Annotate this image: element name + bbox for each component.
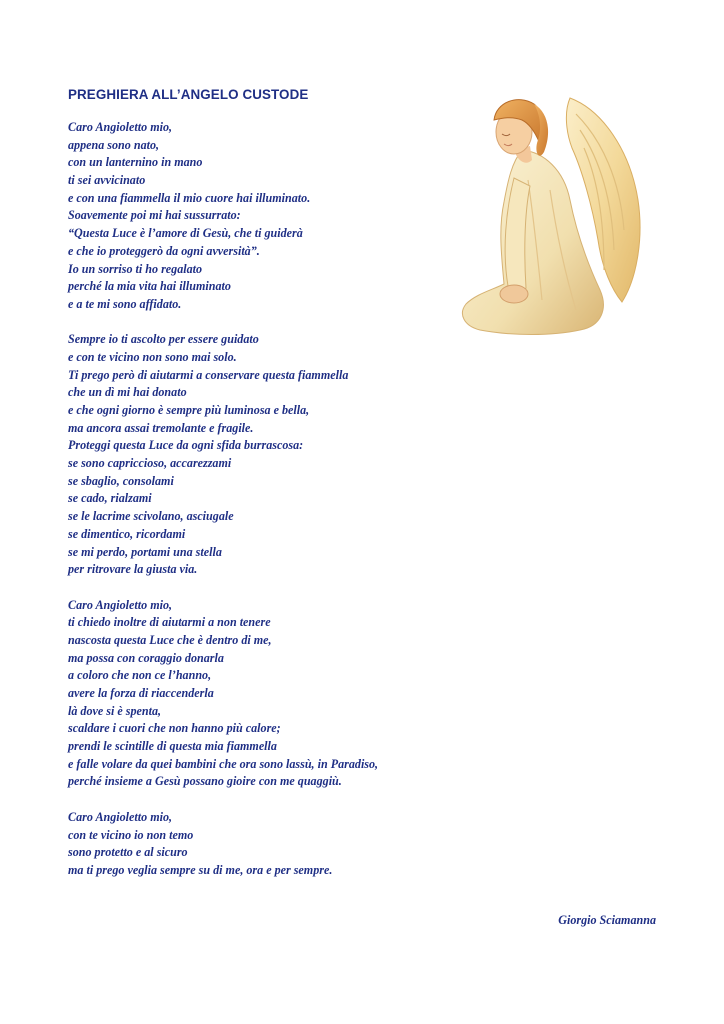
- poem-line: ma ancora assai tremolante e fragile.: [68, 420, 254, 435]
- poem-line: scaldare i cuori che non hanno più calore;: [68, 721, 281, 736]
- stanza-1: [68, 119, 468, 314]
- poem-line: perché insieme a Gesù possano gioire con me quaggiù.: [68, 774, 342, 789]
- poem-line: sono protetto e al sicuro: [68, 845, 188, 860]
- poem-line: con te vicino io non temo: [68, 827, 194, 842]
- kneeling-angel-illustration: [452, 90, 652, 342]
- poem-line: Sempre io ti ascolto per essere guidato: [68, 332, 259, 347]
- poem-line: ma possa con coraggio donarla: [68, 650, 224, 665]
- poem-line: se mi perdo, portami una stella: [68, 544, 222, 559]
- stanza-4: [68, 809, 468, 880]
- poem-body: [68, 119, 468, 897]
- poem-line: là dove si è spenta,: [68, 703, 162, 718]
- author-signature: Giorgio Sciamanna: [558, 913, 656, 927]
- poem-line: Caro Angioletto mio,: [68, 120, 173, 134]
- poem-line: e che io proteggerò da ogni avversità”.: [68, 243, 260, 258]
- poem-line: e con una fiammella il mio cuore hai illuminato.: [68, 190, 311, 205]
- poem-line: con un lanternino in mano: [68, 155, 203, 170]
- poem-line: ti sei avvicinato: [68, 173, 146, 188]
- poem-line: che un dì mi hai donato: [68, 385, 187, 400]
- poem-line: e a te mi sono affidato.: [68, 296, 182, 311]
- poem-line: perché la mia vita hai illuminato: [68, 279, 231, 294]
- poem-line: Ti prego però di aiutarmi a conservare questa fiammella: [68, 367, 349, 382]
- poem-line: Caro Angioletto mio,: [68, 597, 173, 612]
- poem-line: avere la forza di riaccenderla: [68, 686, 214, 700]
- poem-line: ti chiedo inoltre di aiutarmi a non tenere: [68, 615, 271, 630]
- poem-line: Soavemente poi mi hai sussurrato:: [68, 208, 241, 223]
- poem-line: per ritrovare la giusta via.: [68, 562, 198, 577]
- poem-line: e che ogni giorno è sempre più luminosa e bella,: [68, 403, 310, 417]
- poem-line: ma ti prego veglia sempre su di me, ora e per sempre.: [68, 862, 333, 877]
- poem-line: se le lacrime scivolano, asciugale: [68, 509, 234, 524]
- poem-title: PREGHIERA ALL’ANGELO CUSTODE: [68, 87, 309, 102]
- stanza-2: [68, 331, 468, 579]
- stanza-3: [68, 597, 468, 792]
- poem-line: Caro Angioletto mio,: [68, 809, 173, 824]
- poem-line: se sono capriccioso, accarezzami: [68, 456, 232, 471]
- poem-line: prendi le scintille di questa mia fiammella: [68, 739, 277, 754]
- poem-line: se cado, rialzami: [68, 491, 152, 506]
- poem-line: se dimentico, ricordami: [68, 526, 186, 541]
- poem-line: a coloro che non ce l’hanno,: [68, 668, 212, 683]
- poem-line: e falle volare da quei bambini che ora sono lassù, in Paradiso,: [68, 756, 379, 771]
- poem-line: Proteggi questa Luce da ogni sfida burrascosa:: [68, 438, 304, 453]
- poem-line: appena sono nato,: [68, 137, 160, 152]
- poem-line: “Questa Luce è l’amore di Gesù, che ti guiderà: [68, 226, 303, 241]
- poem-line: nascosta questa Luce che è dentro di me,: [68, 632, 272, 647]
- poem-line: e con te vicino non sono mai solo.: [68, 349, 237, 364]
- poem-line: se sbaglio, consolami: [68, 473, 174, 488]
- poem-line: Io un sorriso ti ho regalato: [68, 261, 203, 276]
